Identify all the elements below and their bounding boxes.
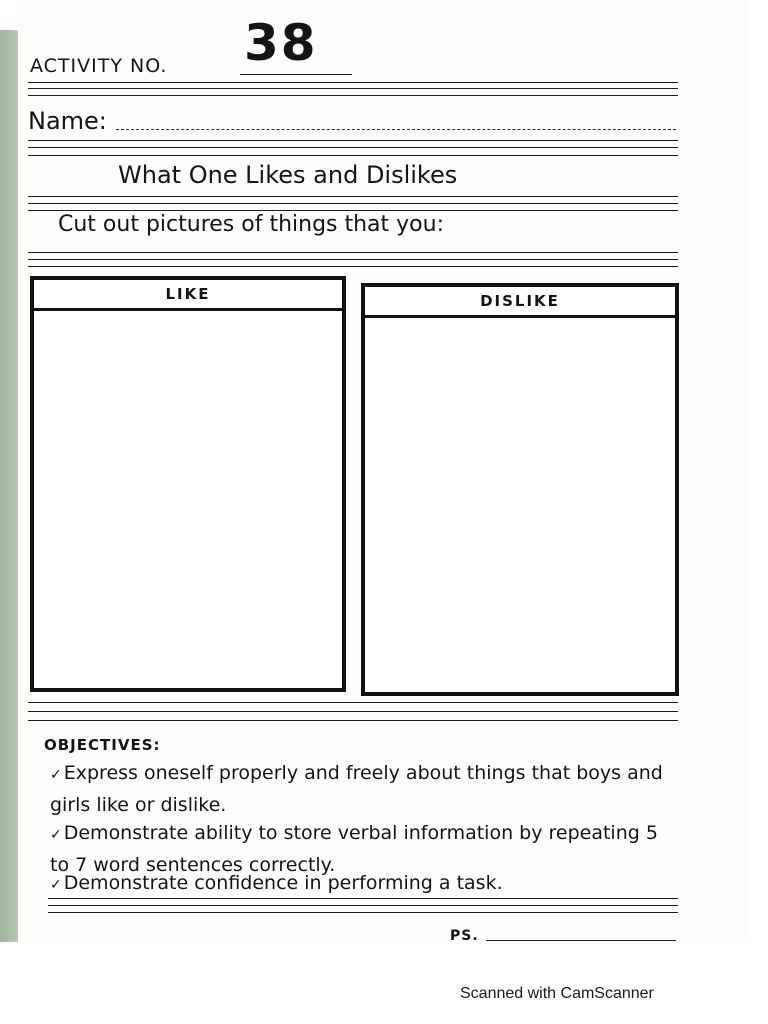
ruled-line [28,88,678,89]
ruled-line [28,266,678,267]
dislike-paste-area[interactable] [365,318,675,692]
ruled-line [28,147,678,148]
objective-text: Demonstrate ability to store verbal information by repeating 5 to 7 word sentences correctly. [50,822,658,876]
ruled-line [28,252,678,253]
ruled-line [28,203,678,204]
like-paste-area[interactable] [34,311,342,688]
check-mark-icon: ✓ [50,827,62,843]
objective-text: Demonstrate confidence in performing a task. [63,872,503,894]
check-mark-icon: ✓ [50,877,62,893]
activity-number-underline [240,74,352,75]
ruled-line [28,702,678,703]
ps-write-line[interactable] [486,940,676,941]
instruction-text: Cut out pictures of things that you: [58,212,444,237]
name-label: Name: [28,107,107,135]
ruled-line [28,196,678,197]
ruled-line [28,155,678,156]
dislike-panel [361,283,679,696]
like-panel-header: LIKE [34,280,342,311]
ruled-line [48,905,678,906]
ruled-line [28,259,678,260]
objective-text: Express oneself properly and freely about things that boys and girls like or dislike. [50,762,663,816]
ruled-line [28,140,678,141]
activity-number: 38 [244,14,318,72]
ruled-line [28,82,678,83]
objective-item [50,758,670,820]
ruled-line [48,898,678,899]
ruled-line [28,711,678,712]
like-panel [30,276,346,692]
ps-label: PS. [450,928,479,944]
objectives-heading: OBJECTIVES: [44,736,161,754]
name-write-line[interactable] [116,129,676,130]
objective-item [50,868,670,900]
ruled-line [28,95,678,96]
ruled-line [28,720,678,721]
scanner-watermark: Scanned with CamScanner [460,985,654,1002]
ruled-line [48,912,678,913]
activity-label: ACTIVITY NO. [30,55,168,77]
ruled-line [28,210,678,211]
worksheet-title: What One Likes and Dislikes [118,161,458,189]
dislike-panel-header: DISLIKE [365,287,675,318]
check-mark-icon: ✓ [50,767,62,783]
